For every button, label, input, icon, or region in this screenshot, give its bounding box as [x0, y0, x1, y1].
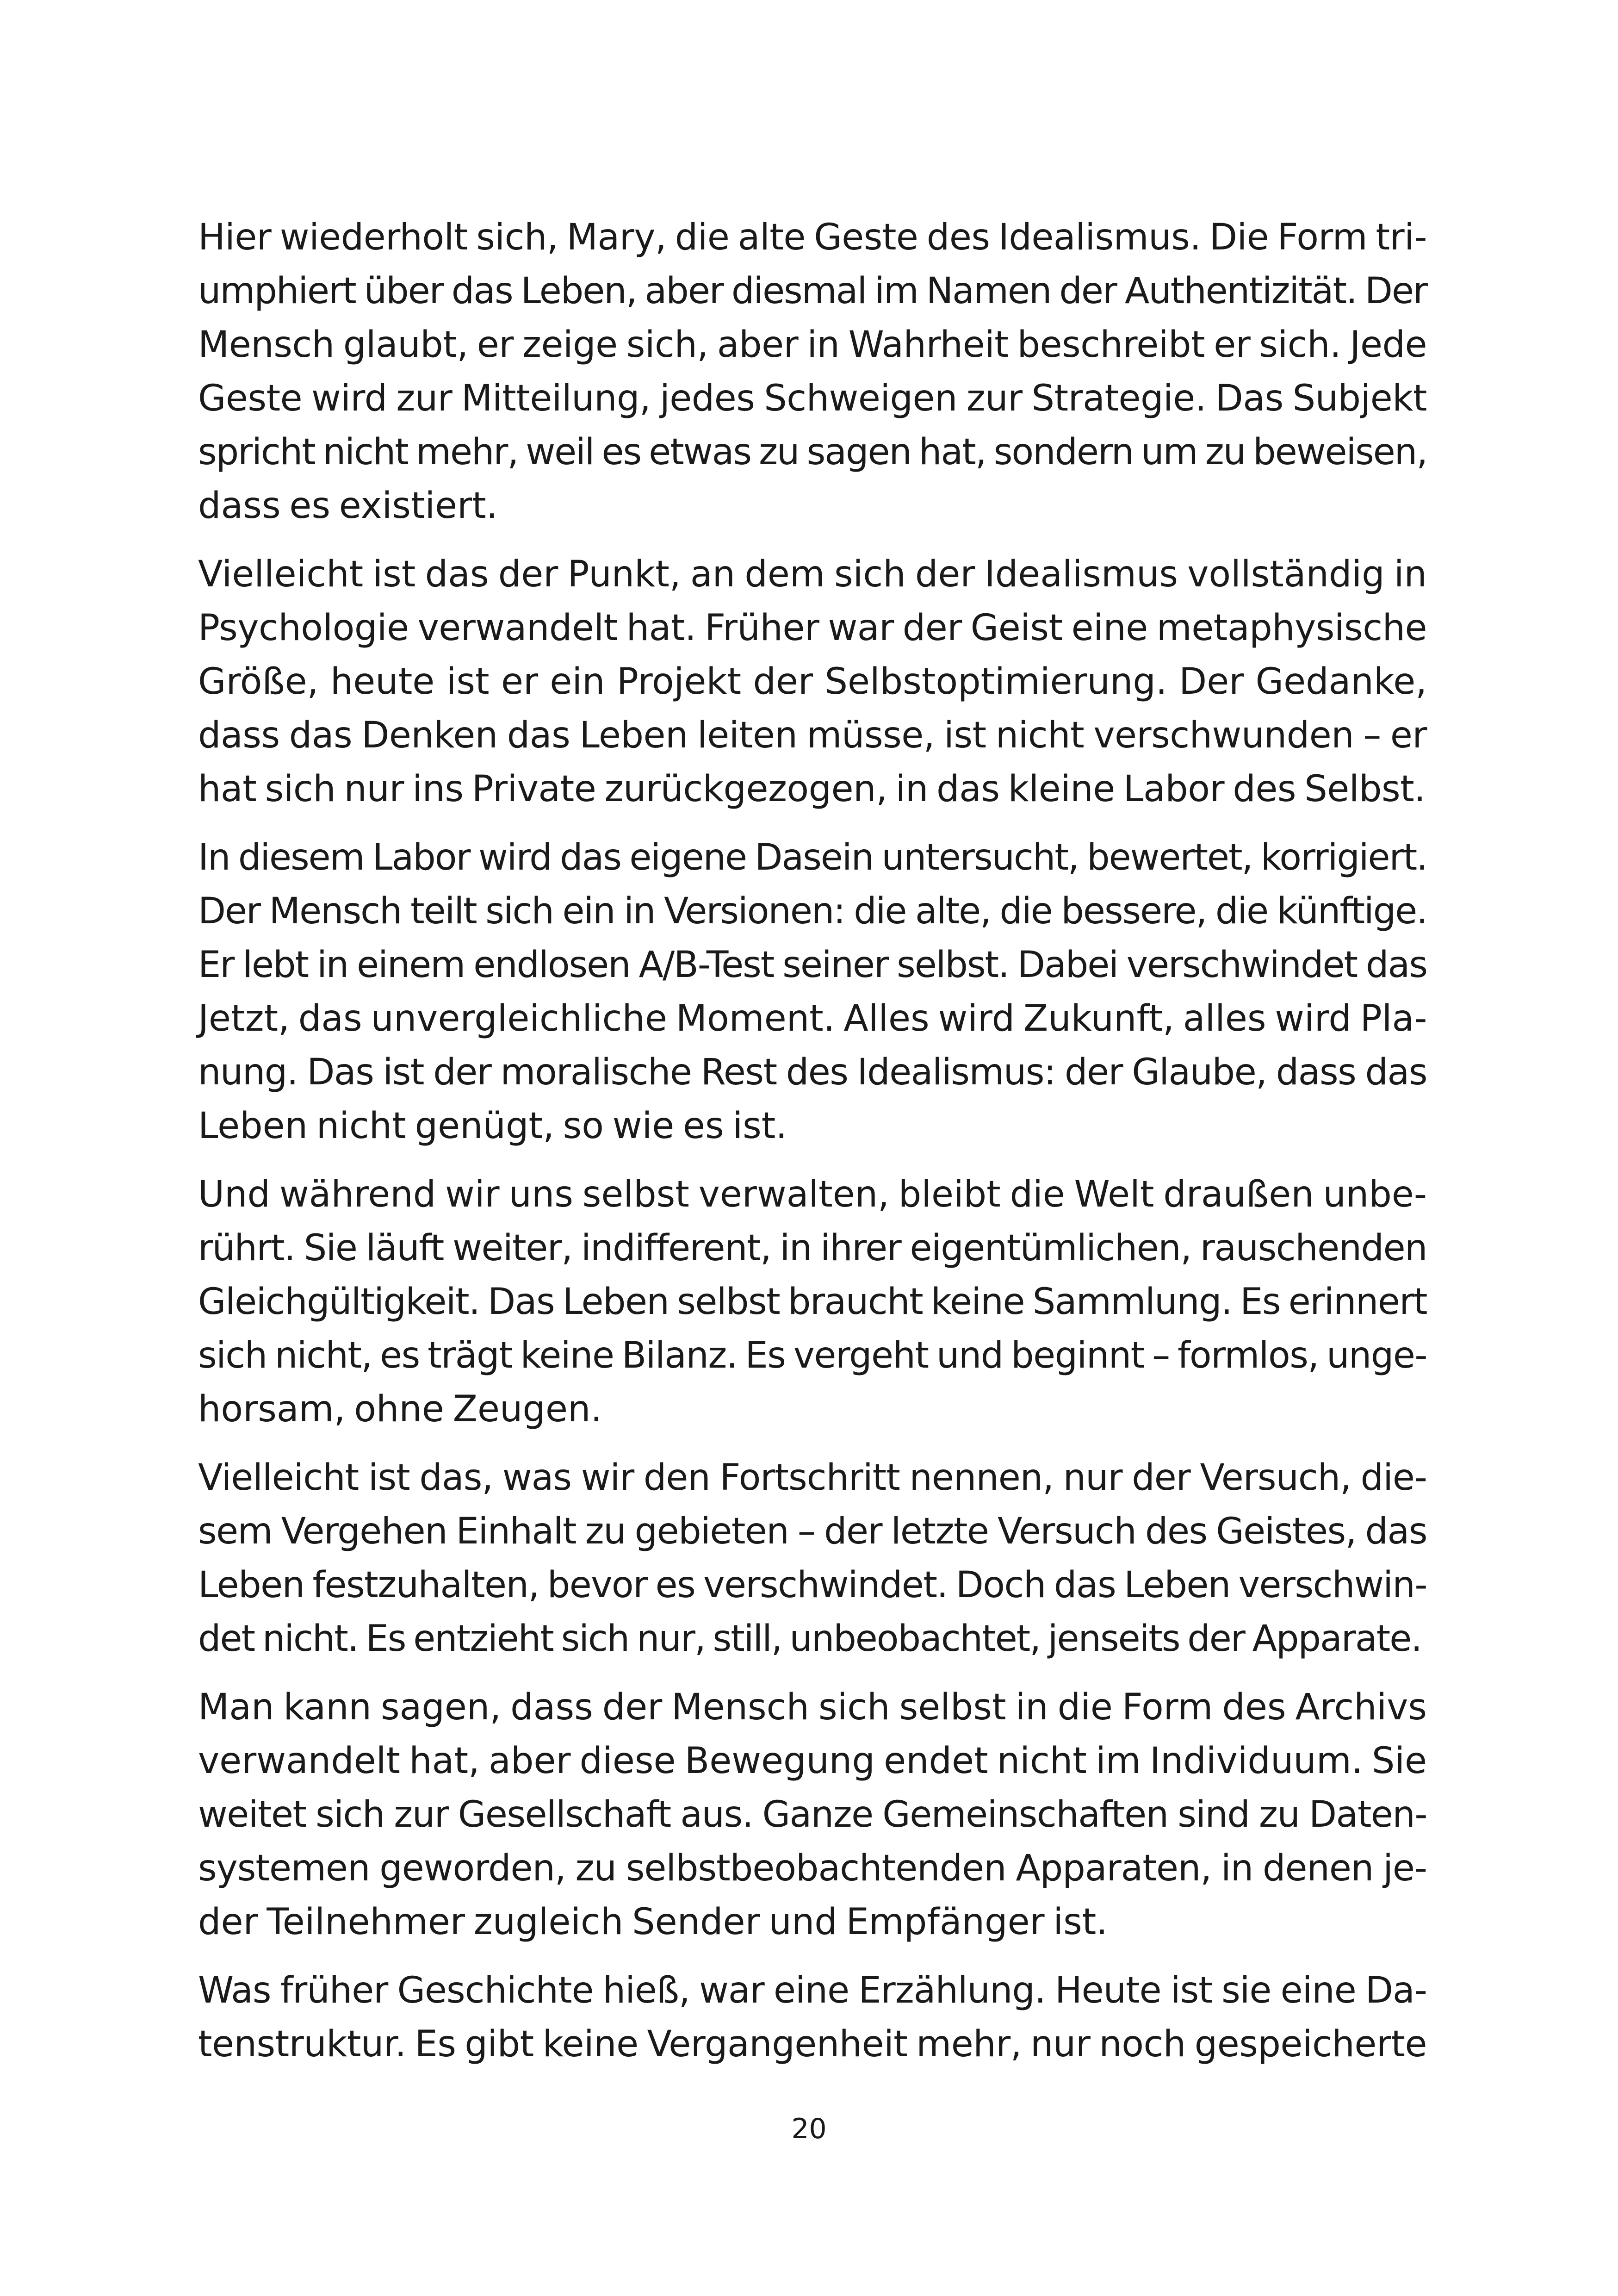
text-line: dass das Denken das Leben leiten müsse, ist nicht verschwunden – er	[198, 715, 1427, 756]
text-line: dass es existiert.	[198, 485, 498, 527]
paragraph	[198, 1680, 1427, 1949]
text-line: verwandelt hat, aber diese Bewegung endet nicht im Individuum. Sie	[198, 1740, 1427, 1782]
text-line: Geste wird zur Mitteilung, jedes Schweigen zur Strategie. Das Subjekt	[198, 378, 1427, 419]
text-line: spricht nicht mehr, weil es etwas zu sagen hat, sondern um zu beweisen,	[198, 431, 1427, 473]
text-line: Er lebt in einem endlosen A/B-Test seiner selbst. Dabei verschwindet das	[198, 944, 1427, 986]
text-line: Und während wir uns selbst verwalten, bleibt die Welt draußen unbe-	[198, 1174, 1427, 1215]
paragraph	[198, 548, 1427, 816]
text-line: Man kann sagen, dass der Mensch sich selbst in die Form des Archivs	[198, 1686, 1427, 1728]
text-line: Der Mensch teilt sich ein in Versionen: die alte, die bessere, die künftige.	[198, 890, 1427, 932]
text-line: sich nicht, es trägt keine Bilanz. Es vergeht und beginnt – formlos, unge-	[198, 1335, 1427, 1376]
text-line: der Teilnehmer zugleich Sender und Empfänger ist.	[198, 1901, 1108, 1943]
text-line: horsam, ohne Zeugen.	[198, 1388, 602, 1430]
paragraph	[198, 1168, 1427, 1436]
text-line: hat sich nur ins Private zurückgezogen, in das kleine Labor des Selbst.	[198, 768, 1426, 810]
text-line: tenstruktur. Es gibt keine Vergangenheit mehr, nur noch gespeicherte	[198, 2023, 1427, 2065]
paragraph	[198, 1451, 1427, 1666]
text-line: det nicht. Es entzieht sich nur, still, unbeobachtet, jenseits der Apparate.	[198, 1618, 1422, 1660]
text-line: rührt. Sie läuft weiter, indifferent, in ihrer eigentümlichen, rauschenden	[198, 1227, 1427, 1269]
text-line: Leben festzuhalten, bevor es verschwindet. Doch das Leben verschwin-	[198, 1564, 1427, 1606]
text-line: nung. Das ist der moralische Rest des Idealismus: der Glaube, dass das	[198, 1052, 1427, 1093]
text-line: Hier wiederholt sich, Mary, die alte Geste des Idealismus. Die Form tri-	[198, 217, 1427, 258]
text-line: weitet sich zur Gesellschaft aus. Ganze Gemeinschaften sind zu Daten-	[198, 1794, 1427, 1836]
text-line: Gleichgültigkeit. Das Leben selbst braucht keine Sammlung. Es erinnert	[198, 1281, 1427, 1323]
body-text	[198, 211, 1427, 2086]
paragraph	[198, 1964, 1427, 2071]
text-line: Mensch glaubt, er zeige sich, aber in Wahrheit beschreibt er sich. Jede	[198, 324, 1427, 366]
text-line: Leben nicht genügt, so wie es ist.	[198, 1105, 787, 1147]
paragraph	[198, 211, 1427, 533]
text-line: Psychologie verwandelt hat. Früher war der Geist eine metaphysische	[198, 607, 1427, 649]
text-line: Was früher Geschichte hieß, war eine Erzählung. Heute ist sie eine Da-	[198, 1970, 1427, 2011]
text-line: Größe, heute ist er ein Projekt der Selbstoptimierung. Der Gedanke,	[198, 661, 1427, 703]
text-line: Vielleicht ist das der Punkt, an dem sich der Idealismus vollständig in	[198, 554, 1427, 595]
text-line: Vielleicht ist das, was wir den Fortschritt nennen, nur der Versuch, die-	[198, 1457, 1427, 1499]
paragraph	[198, 831, 1427, 1153]
text-line: Jetzt, das unvergleichliche Moment. Alles wird Zukunft, alles wird Pla-	[198, 998, 1427, 1039]
text-line: systemen geworden, zu selbstbeobachtenden Apparaten, in denen je-	[198, 1848, 1427, 1889]
page-number: 20	[791, 2113, 827, 2145]
text-line: sem Vergehen Einhalt zu gebieten – der letzte Versuch des Geistes, das	[198, 1511, 1427, 1552]
text-line: umphiert über das Leben, aber diesmal im Namen der Authentizität. Der	[198, 270, 1427, 312]
text-line: In diesem Labor wird das eigene Dasein untersucht, bewertet, korrigiert.	[198, 837, 1427, 878]
